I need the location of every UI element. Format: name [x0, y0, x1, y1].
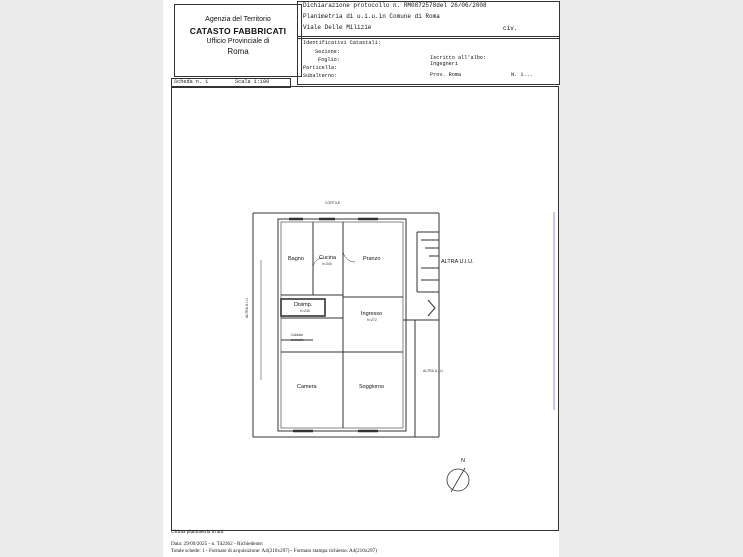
particella-label: Particella:	[303, 65, 338, 71]
room-bagno: Bagno	[288, 256, 304, 262]
room-caldaia-line2: armadio	[291, 338, 304, 342]
floor-plan	[163, 0, 559, 557]
room-ingresso-height: h=272	[367, 318, 377, 322]
room-pranzo: Pranzo	[363, 256, 381, 262]
scheda-number: Scheda n. 1	[174, 79, 209, 85]
number-label: N. 1...	[511, 72, 533, 78]
identifiers-label: Identificativi Catastali:	[303, 40, 381, 46]
city-label: Roma	[227, 47, 249, 56]
ufficio-label: Ufficio Provinciale di	[206, 38, 270, 45]
footer-data: Data: 29/09/2025 - n. T42362 - Richiedente:	[171, 541, 264, 547]
subalterno-label: Subalterno:	[303, 73, 338, 79]
altra-uiu-right: ALTRA U.I.U.	[441, 259, 474, 265]
room-disimp-height: h=240	[300, 309, 310, 313]
room-disimp: Disimp.	[294, 302, 313, 308]
declaration-protocol: Dichiarazione protocollo n. RM0872578del 26/06/2008	[303, 2, 487, 9]
room-camera: Camera	[297, 384, 317, 390]
room-cucina: Cucina	[319, 255, 337, 261]
entry-arrow	[428, 300, 435, 316]
sezione-label: Sezione:	[315, 49, 340, 55]
document-sheet	[163, 0, 559, 557]
apartment-outer-wall	[278, 219, 406, 431]
foglio-label: Foglio:	[318, 57, 340, 63]
cortile-label: CORTILE	[325, 201, 341, 205]
altra-uiu-left: ALTRA U.I.U.	[245, 297, 249, 318]
room-cucina-height: h=240	[322, 262, 332, 266]
north-label: N	[461, 458, 465, 464]
agency-name: Agenzia del Territorio	[205, 16, 271, 23]
address: Viale Delle Milizie	[303, 24, 372, 31]
room-soggiorno: Soggiorno	[359, 384, 385, 390]
north-compass	[447, 468, 469, 492]
apartment-inner-wall	[281, 222, 403, 428]
altra-uiu-lower: ALTRA U.I.U.	[423, 369, 444, 373]
province-label: Prov. Roma	[430, 72, 462, 78]
planimetry-comune: Planimetria di u.i.u.in Comune di Roma	[303, 13, 440, 20]
scale-label: Scala 1:100	[235, 79, 270, 85]
iscritto-label: Iscritto all'albo:	[430, 55, 487, 61]
civ-label: civ.	[503, 25, 518, 32]
ingegneri-label: Ingegneri	[430, 61, 459, 67]
catasto-title: CATASTO FABBRICATI	[189, 26, 287, 36]
room-ingresso: Ingresso	[361, 311, 383, 317]
room-caldaia: Caldaia	[291, 333, 303, 337]
footer-totale: Totale schede: 1 - Formato di acquisizione: A4(210x297) - Formato stampa richiesto: A4(210x297)	[171, 548, 377, 554]
footer-ultima: Ultima planimetria in atti	[171, 529, 224, 535]
